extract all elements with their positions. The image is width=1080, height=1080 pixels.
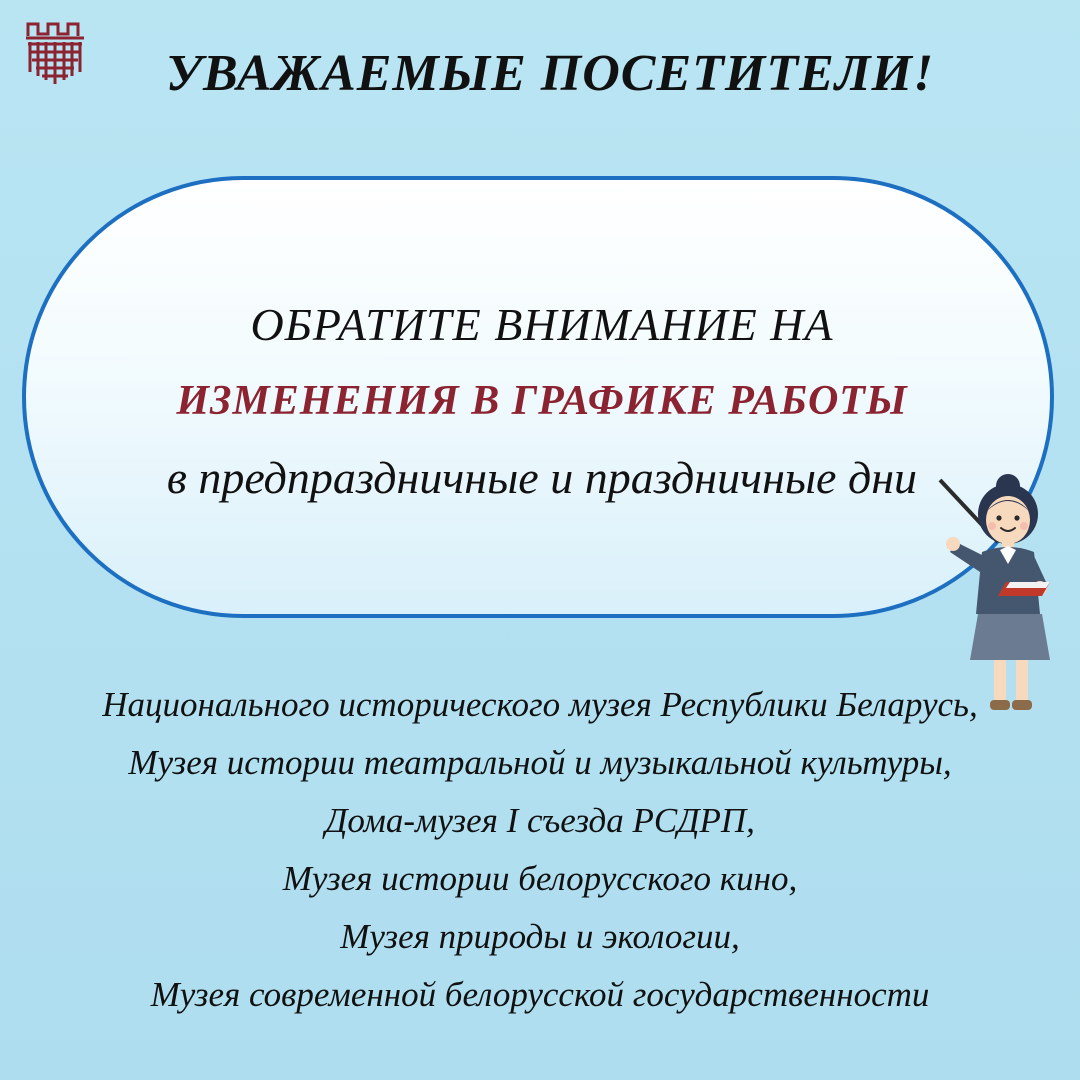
list-item: Музея истории театральной и музыкальной культуры,	[128, 743, 952, 782]
list-item: Национального исторического музея Республики Беларусь,	[102, 685, 978, 724]
list-item: Музея современной белорусской государственности	[150, 975, 930, 1014]
list-item: Дома-музея I съезда РСДРП,	[325, 801, 755, 840]
list-item: Музея природы и экологии,	[340, 917, 740, 956]
attention-callout	[22, 176, 1054, 618]
list-item: Музея истории белорусского кино,	[282, 859, 798, 898]
museum-list	[0, 676, 1080, 1024]
callout-line-2: ИЗМЕНЕНИЯ В ГРАФИКЕ РАБОТЫ	[176, 378, 908, 424]
page-title: УВАЖАЕМЫЕ ПОСЕТИТЕЛИ!	[165, 45, 935, 102]
museum-logo-icon	[22, 14, 88, 88]
callout-line-3: в предпраздничные и праздничные дни	[166, 452, 918, 503]
callout-line-1: ОБРАТИТЕ ВНИМАНИЕ НА	[250, 299, 834, 350]
